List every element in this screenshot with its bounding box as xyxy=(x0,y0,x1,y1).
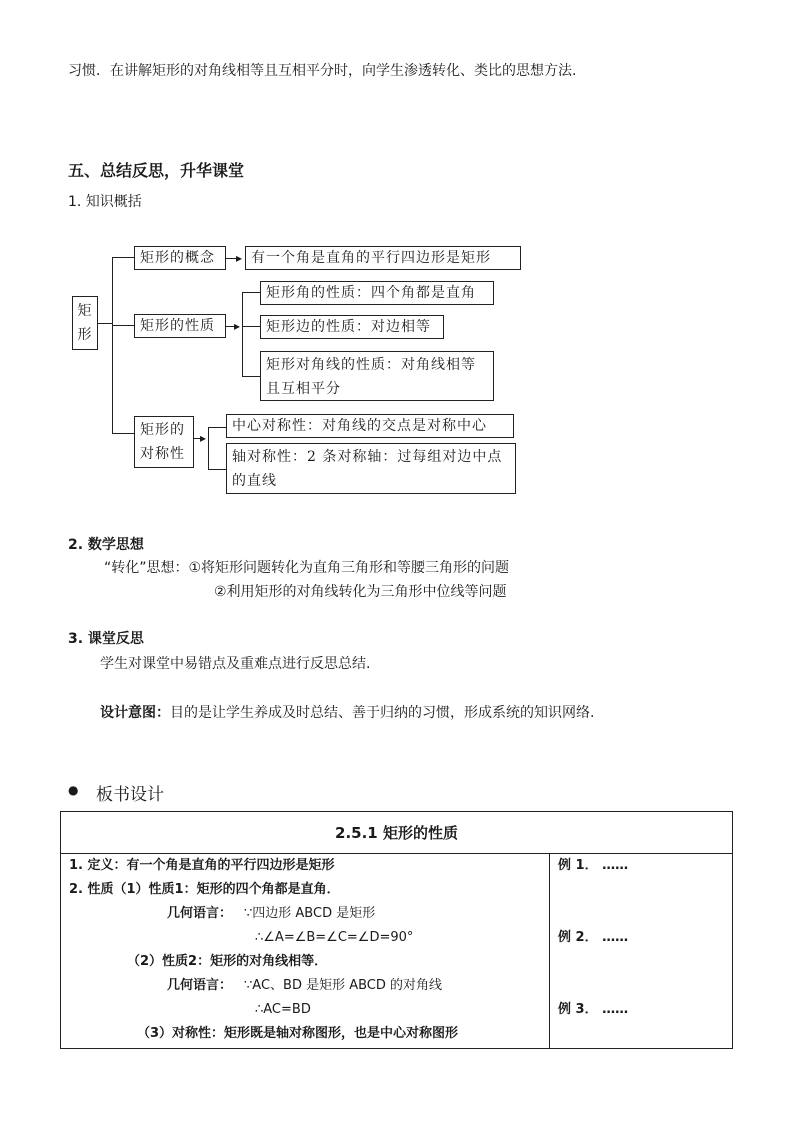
geo-label: 几何语言： xyxy=(167,978,233,993)
arrow-icon: ▸ xyxy=(234,319,241,333)
concept-definition: 有一个角是直角的平行四边形是矩形 xyxy=(245,246,521,270)
board-table xyxy=(60,811,733,1049)
diagonal-property-line2: 且互相平分 xyxy=(266,381,341,397)
class-reflection-text: 学生对课堂中易错点及重难点进行反思总结. xyxy=(100,656,371,672)
connector xyxy=(112,257,134,258)
side-property: 矩形边的性质：对边相等 xyxy=(260,315,444,339)
math-thinking-title: 2. 数学思想 xyxy=(68,537,144,553)
connector xyxy=(242,292,260,293)
connector xyxy=(112,433,134,434)
design-intent-label: 设计意图： xyxy=(100,705,170,721)
symmetry-node xyxy=(134,416,194,468)
center-symmetry: 中心对称性：对角线的交点是对称中心 xyxy=(226,414,514,438)
diagonal-property-line1: 矩形对角线的性质：对角线相等 xyxy=(266,357,476,373)
geo-label: 几何语言： xyxy=(167,906,233,921)
knowledge-summary-title: 1. 知识概括 xyxy=(68,194,142,210)
axis-symmetry-line2: 的直线 xyxy=(232,473,277,489)
board-geo-lang2 xyxy=(69,974,549,998)
geo-text: ∵AC、BD 是矩形 ABCD 的对角线 xyxy=(244,978,443,993)
connector xyxy=(242,376,260,377)
connector xyxy=(208,427,226,428)
angle-property: 矩形角的性质：四个角都是直角 xyxy=(260,281,494,305)
board-examples xyxy=(550,854,733,1049)
connector xyxy=(208,427,209,469)
bullet-icon: ● xyxy=(68,783,79,797)
board-diagonal-equation: ∴AC=BD xyxy=(255,1002,311,1017)
board-angle-equation: ∴∠A=∠B=∠C=∠D=90° xyxy=(255,930,414,945)
intro-line: 习惯．在讲解矩形的对角线相等且互相平分时，向学生渗透转化、类比的思想方法. xyxy=(68,63,577,79)
connector xyxy=(98,323,112,324)
symmetry-node-line2: 对称性 xyxy=(140,446,185,462)
connector xyxy=(112,257,113,433)
axis-symmetry xyxy=(226,443,516,494)
design-intent xyxy=(100,702,594,722)
math-thinking-line1: “转化”思想：①将矩形问题转化为直角三角形和等腰三角形的问题 xyxy=(104,560,510,576)
concept-node: 矩形的概念 xyxy=(134,246,226,270)
connector xyxy=(242,326,260,327)
board-title: 2.5.1 矩形的性质 xyxy=(61,812,733,854)
board-symmetry: （3）对称性：矩形既是轴对称图形，也是中心对称图形 xyxy=(137,1026,459,1041)
diagram-root: 矩形 xyxy=(72,296,98,350)
math-thinking-line2: ②利用矩形的对角线转化为三角形中位线等问题 xyxy=(214,584,507,600)
connector xyxy=(208,469,226,470)
example-3: 例 3． …… xyxy=(558,1002,629,1017)
connector xyxy=(112,325,134,326)
board-geo-lang1 xyxy=(69,902,549,926)
board-property2: （2）性质2：矩形的对角线相等． xyxy=(127,954,328,969)
section-title: 五、总结反思，升华课堂 xyxy=(68,161,245,180)
connector xyxy=(242,292,243,376)
arrow-icon: ▸ xyxy=(200,431,207,445)
design-intent-text: 目的是让学生养成及时总结、善于归纳的习惯，形成系统的知识网络. xyxy=(170,705,595,721)
class-reflection-title: 3. 课堂反思 xyxy=(68,631,144,647)
axis-symmetry-line1: 轴对称性：2 条对称轴：过每组对边中点 xyxy=(232,449,503,465)
example-1: 例 1． …… xyxy=(558,858,629,873)
example-2: 例 2． …… xyxy=(558,930,629,945)
property-node: 矩形的性质 xyxy=(134,314,226,338)
symmetry-node-line1: 矩形的 xyxy=(140,422,185,438)
board-content xyxy=(61,854,550,1049)
board-definition: 1. 定义：有一个角是直角的平行四边形是矩形 xyxy=(69,858,335,873)
board-design-heading: 板书设计 xyxy=(96,785,164,805)
board-property1: 2. 性质（1）性质1：矩形的四个角都是直角． xyxy=(69,882,340,897)
geo-text: ∵四边形 ABCD 是矩形 xyxy=(244,906,376,921)
diagonal-property xyxy=(260,351,494,401)
arrow-icon: ▸ xyxy=(236,251,243,265)
